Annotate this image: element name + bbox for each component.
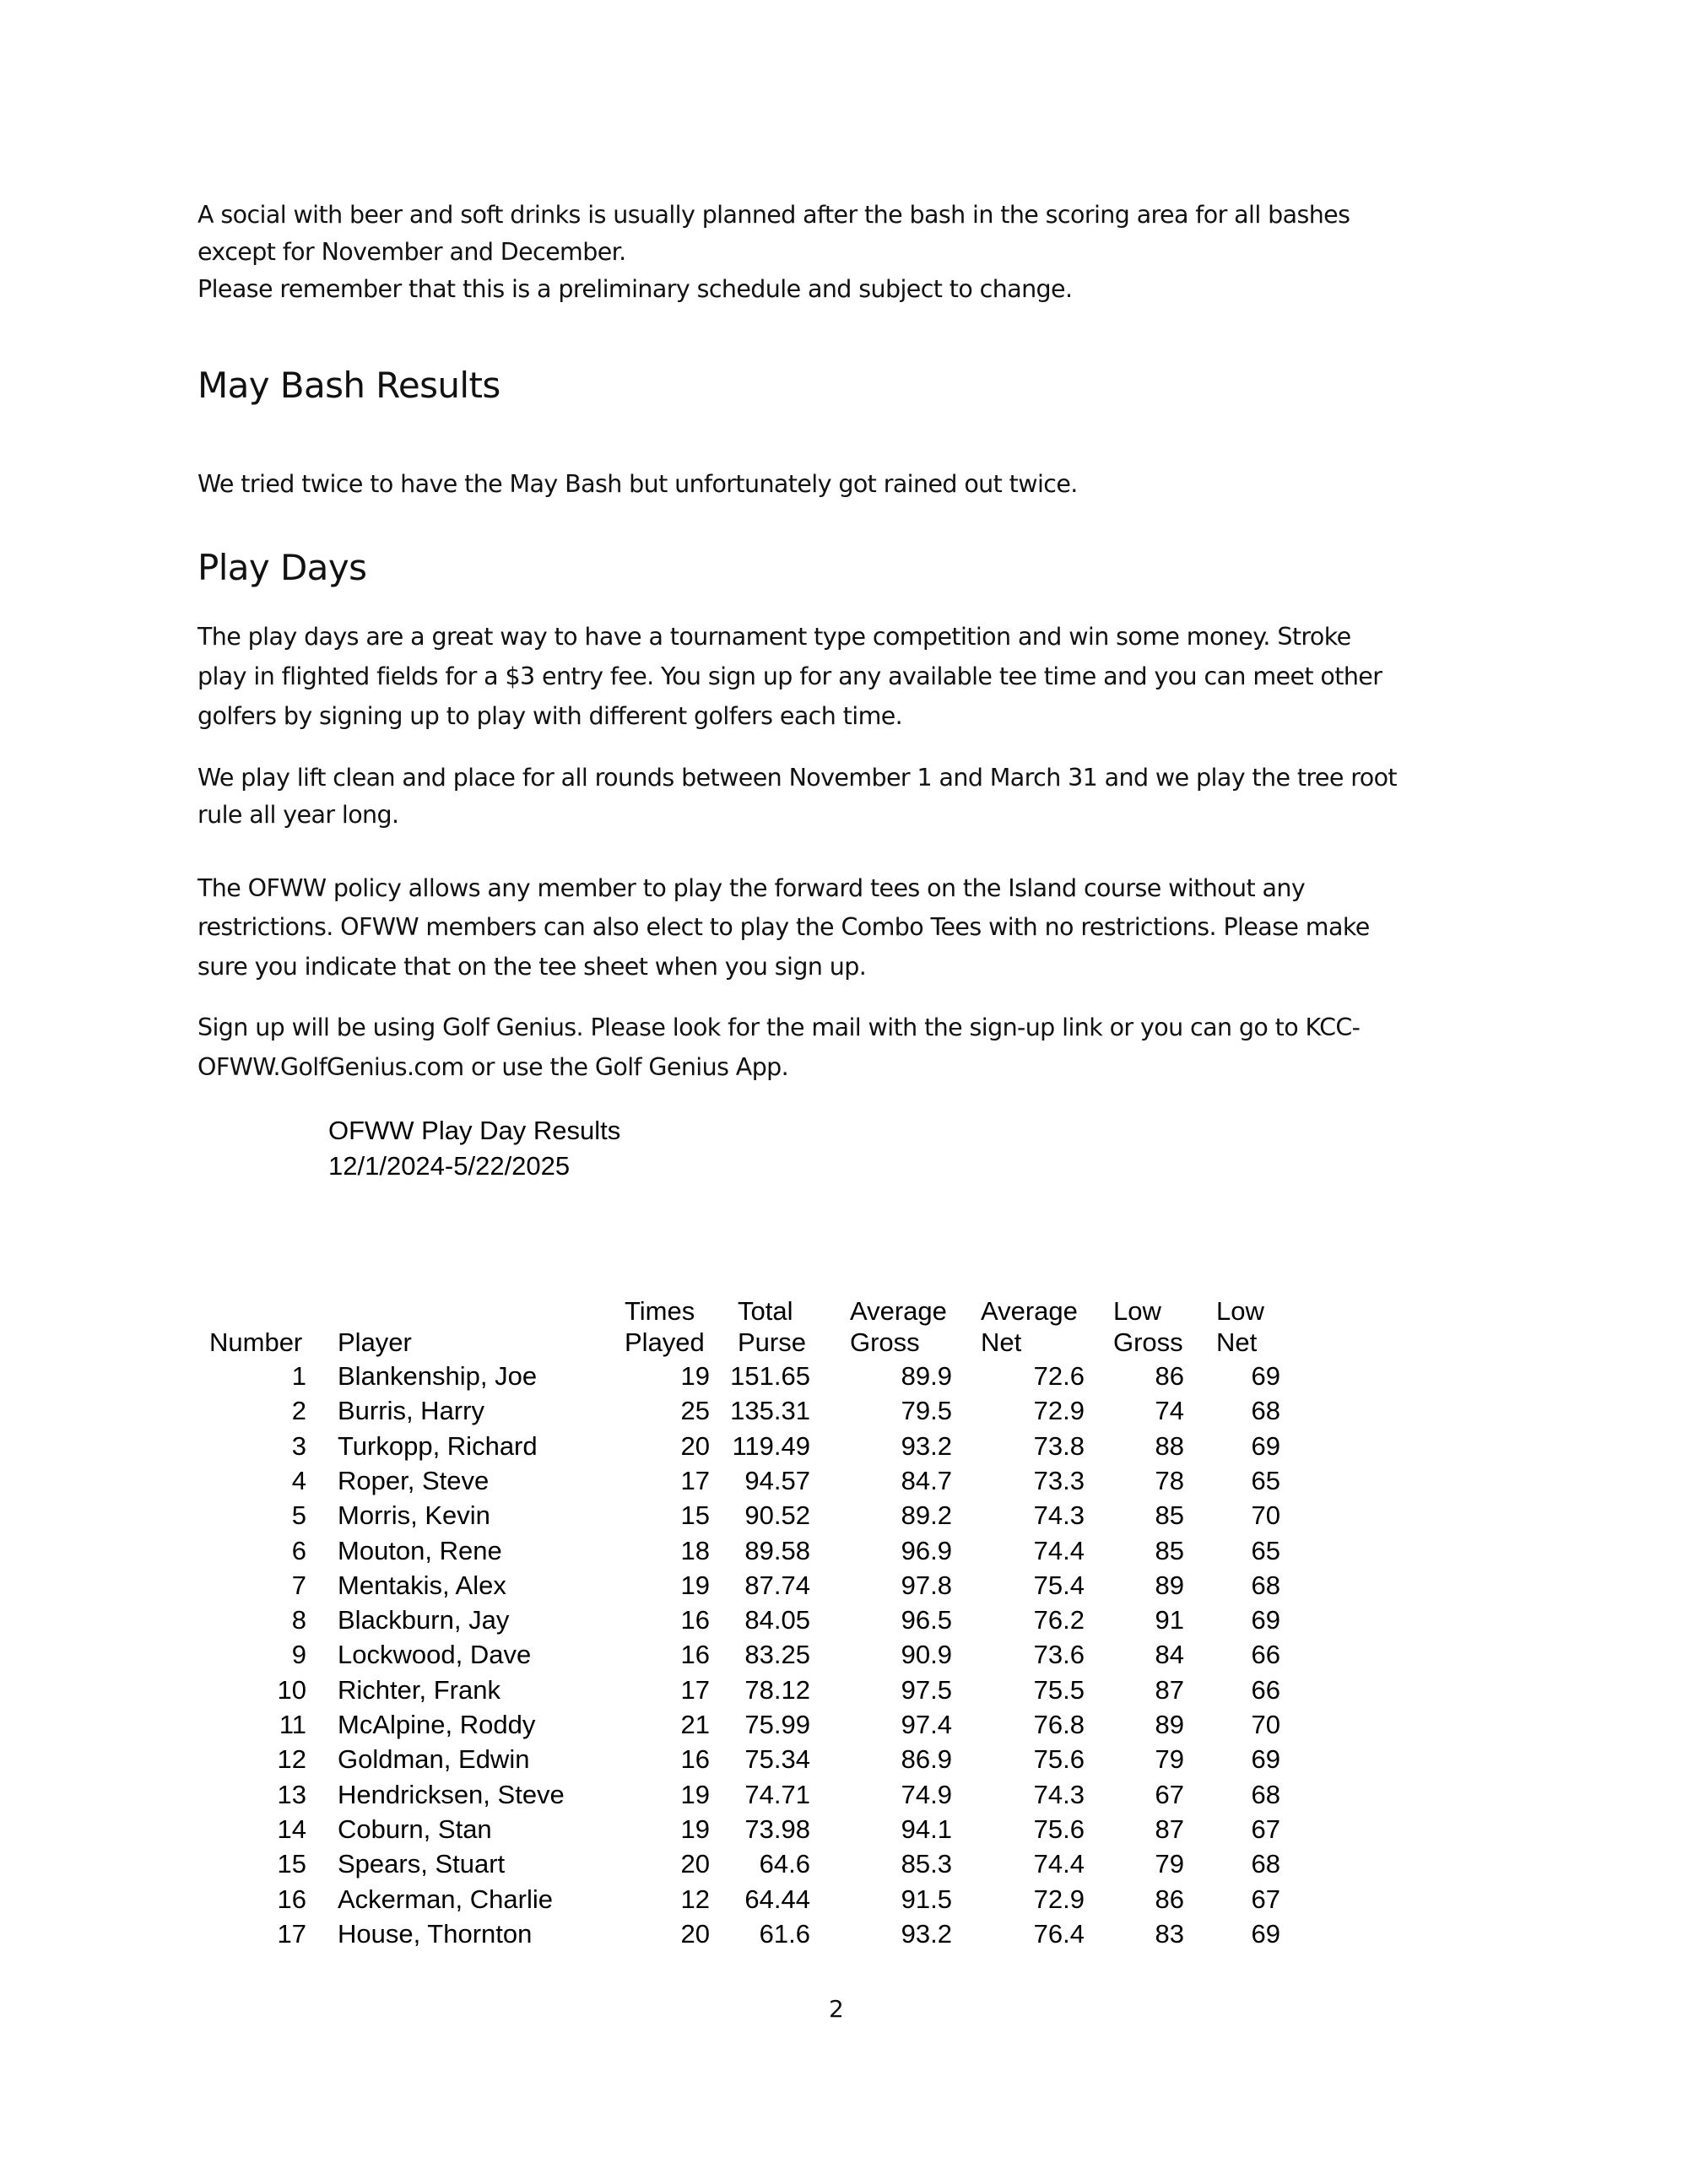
cell-low-net: 69 — [1251, 1605, 1280, 1635]
cell-total-purse: 94.57 — [744, 1465, 810, 1495]
play-days-p1-line1: The play days are a great way to have a tournament type competition and win some money. Stroke — [197, 623, 1351, 651]
cell-total-purse: 75.34 — [744, 1744, 810, 1775]
cell-average-net: 73.3 — [1033, 1465, 1085, 1495]
cell-low-gross: 89 — [1155, 1570, 1184, 1600]
play-days-p4-line1: Sign up will be using Golf Genius. Please look for the mail with the sign-up link or you can go to KCC- — [197, 1014, 1361, 1041]
cell-average-gross: 96.9 — [901, 1535, 952, 1565]
cell-low-gross: 83 — [1155, 1918, 1184, 1949]
cell-times-played: 20 — [680, 1918, 710, 1949]
cell-total-purse: 74.71 — [744, 1779, 810, 1809]
cell-total-purse: 119.49 — [732, 1430, 810, 1461]
cell-player: Ackerman, Charlie — [338, 1884, 553, 1914]
cell-player: Coburn, Stan — [338, 1814, 492, 1844]
cell-times-played: 25 — [680, 1396, 710, 1426]
cell-average-net: 76.8 — [1033, 1710, 1085, 1739]
cell-low-net: 69 — [1251, 1430, 1280, 1461]
header-low-gross-1: Low — [1113, 1296, 1161, 1326]
results-table-title: OFWW Play Day Results — [328, 1116, 621, 1145]
cell-times-played: 18 — [680, 1535, 710, 1565]
header-number: Number — [209, 1327, 303, 1357]
cell-times-played: 20 — [680, 1430, 710, 1461]
cell-player: Mentakis, Alex — [338, 1570, 506, 1600]
cell-number: 13 — [277, 1779, 306, 1809]
cell-total-purse: 87.74 — [744, 1570, 810, 1600]
cell-average-net: 72.9 — [1033, 1396, 1085, 1426]
cell-number: 11 — [279, 1710, 306, 1739]
play-days-p2-line1: We play lift clean and place for all rounds between November 1 and March 31 and we play the tree root — [197, 764, 1397, 792]
cell-low-gross: 87 — [1155, 1814, 1184, 1844]
cell-number: 1 — [291, 1361, 306, 1391]
cell-average-gross: 86.9 — [901, 1744, 952, 1775]
cell-number: 17 — [277, 1918, 306, 1949]
cell-low-net: 69 — [1251, 1361, 1280, 1391]
cell-times-played: 16 — [680, 1744, 710, 1775]
play-days-p3-line3: sure you indicate that on the tee sheet when you sign up. — [197, 953, 867, 981]
cell-times-played: 16 — [680, 1640, 710, 1670]
header-player: Player — [338, 1327, 412, 1357]
cell-total-purse: 84.05 — [744, 1605, 810, 1635]
cell-number: 15 — [277, 1849, 306, 1879]
cell-low-net: 66 — [1251, 1674, 1280, 1705]
cell-low-net: 68 — [1251, 1570, 1280, 1600]
play-days-p1-line3: golfers by signing up to play with different golfers each time. — [197, 702, 903, 730]
may-bash-text: We tried twice to have the May Bash but unfortunately got rained out twice. — [197, 470, 1078, 498]
cell-number: 3 — [291, 1430, 306, 1461]
header-total: Total — [738, 1296, 793, 1326]
cell-average-gross: 96.5 — [901, 1605, 952, 1635]
cell-average-gross: 90.9 — [901, 1640, 952, 1670]
cell-total-purse: 90.52 — [744, 1500, 810, 1531]
cell-number: 14 — [277, 1814, 306, 1844]
cell-average-gross: 94.1 — [901, 1814, 952, 1844]
cell-average-net: 75.5 — [1033, 1674, 1085, 1705]
cell-player: Turkopp, Richard — [338, 1430, 538, 1461]
cell-number: 12 — [277, 1744, 306, 1775]
play-days-heading: Play Days — [197, 547, 367, 588]
cell-average-gross: 91.5 — [901, 1884, 952, 1914]
cell-average-gross: 93.2 — [901, 1430, 952, 1461]
cell-times-played: 17 — [680, 1465, 710, 1495]
cell-average-net: 73.6 — [1033, 1640, 1085, 1670]
header-low-net-1: Low — [1216, 1296, 1264, 1326]
cell-player: Morris, Kevin — [338, 1500, 490, 1531]
cell-low-gross: 67 — [1155, 1779, 1184, 1809]
cell-total-purse: 75.99 — [744, 1710, 810, 1739]
cell-player: Spears, Stuart — [338, 1849, 506, 1879]
cell-low-net: 68 — [1251, 1779, 1280, 1809]
results-table-date-range: 12/1/2024-5/22/2025 — [328, 1151, 571, 1181]
cell-average-net: 75.6 — [1033, 1744, 1085, 1775]
page-number: 2 — [829, 1995, 844, 2023]
cell-number: 5 — [291, 1500, 306, 1531]
header-average-gross-1: Average — [850, 1296, 947, 1326]
cell-low-net: 69 — [1251, 1918, 1280, 1949]
cell-average-gross: 89.2 — [901, 1500, 952, 1531]
header-purse: Purse — [738, 1327, 806, 1357]
cell-total-purse: 64.6 — [759, 1849, 810, 1879]
cell-times-played: 12 — [680, 1884, 710, 1914]
cell-number: 7 — [291, 1570, 306, 1600]
play-days-p1-line2: play in flighted fields for a $3 entry fee. You sign up for any available tee time and you can meet other — [197, 662, 1382, 690]
cell-number: 2 — [291, 1396, 306, 1426]
cell-low-net: 68 — [1251, 1396, 1280, 1426]
cell-average-net: 74.3 — [1033, 1779, 1085, 1809]
cell-average-gross: 97.8 — [901, 1570, 952, 1600]
cell-average-net: 74.4 — [1033, 1849, 1085, 1879]
header-low-gross-2: Gross — [1113, 1327, 1183, 1357]
cell-total-purse: 73.98 — [744, 1814, 810, 1844]
cell-average-net: 74.3 — [1033, 1500, 1085, 1531]
intro-line-2: except for November and December. — [197, 238, 626, 266]
cell-average-net: 76.4 — [1033, 1918, 1085, 1949]
cell-average-gross: 85.3 — [901, 1849, 952, 1879]
cell-low-net: 68 — [1251, 1849, 1280, 1879]
cell-average-net: 72.6 — [1033, 1361, 1085, 1391]
play-days-p2-line2: rule all year long. — [197, 801, 399, 829]
cell-low-net: 67 — [1251, 1814, 1280, 1844]
cell-player: McAlpine, Roddy — [338, 1710, 536, 1739]
cell-average-net: 76.2 — [1033, 1605, 1085, 1635]
cell-times-played: 15 — [680, 1500, 710, 1531]
cell-average-gross: 89.9 — [901, 1361, 952, 1391]
cell-low-gross: 88 — [1155, 1430, 1184, 1461]
intro-line-1: A social with beer and soft drinks is usually planned after the bash in the scoring area for all bashes — [197, 201, 1350, 229]
cell-total-purse: 135.31 — [730, 1396, 810, 1426]
cell-total-purse: 61.6 — [759, 1918, 810, 1949]
cell-total-purse: 89.58 — [744, 1535, 810, 1565]
cell-low-gross: 79 — [1155, 1849, 1184, 1879]
cell-number: 8 — [291, 1605, 306, 1635]
cell-player: Blackburn, Jay — [338, 1605, 510, 1635]
cell-low-gross: 87 — [1155, 1674, 1184, 1705]
header-average-net-1: Average — [981, 1296, 1078, 1326]
header-played: Played — [625, 1327, 705, 1357]
cell-average-gross: 79.5 — [901, 1396, 952, 1426]
cell-average-net: 75.6 — [1033, 1814, 1085, 1844]
header-times: Times — [625, 1296, 695, 1326]
cell-low-net: 69 — [1251, 1744, 1280, 1775]
cell-average-net: 74.4 — [1033, 1535, 1085, 1565]
cell-number: 4 — [291, 1465, 306, 1495]
cell-low-gross: 89 — [1155, 1710, 1184, 1739]
intro-line-3: Please remember that this is a preliminary schedule and subject to change. — [197, 275, 1073, 303]
cell-times-played: 17 — [680, 1674, 710, 1705]
cell-player: Blankenship, Joe — [338, 1361, 538, 1391]
cell-average-net: 72.9 — [1033, 1884, 1085, 1914]
cell-times-played: 19 — [680, 1814, 710, 1844]
cell-player: House, Thornton — [338, 1918, 533, 1949]
cell-low-gross: 74 — [1155, 1396, 1184, 1426]
cell-low-net: 70 — [1251, 1710, 1280, 1739]
cell-player: Richter, Frank — [338, 1674, 500, 1705]
cell-average-gross: 74.9 — [901, 1779, 952, 1809]
cell-player: Burris, Harry — [338, 1396, 484, 1426]
cell-average-gross: 97.4 — [901, 1710, 952, 1739]
cell-total-purse: 78.12 — [744, 1674, 810, 1705]
play-days-p4-line2: OFWW.GolfGenius.com or use the Golf Genius App. — [197, 1053, 789, 1081]
cell-low-gross: 86 — [1155, 1884, 1184, 1914]
play-days-p3-line1: The OFWW policy allows any member to play the forward tees on the Island course without any — [197, 874, 1306, 902]
cell-low-net: 65 — [1251, 1465, 1280, 1495]
cell-player: Hendricksen, Steve — [338, 1779, 565, 1809]
cell-low-gross: 85 — [1155, 1535, 1184, 1565]
play-days-p3-line2: restrictions. OFWW members can also elect to play the Combo Tees with no restrictions. Please make — [197, 913, 1370, 941]
cell-number: 16 — [277, 1884, 306, 1914]
cell-low-gross: 79 — [1155, 1744, 1184, 1775]
cell-number: 10 — [277, 1674, 306, 1705]
cell-low-gross: 86 — [1155, 1361, 1184, 1391]
may-bash-heading: May Bash Results — [197, 365, 500, 406]
cell-player: Goldman, Edwin — [338, 1744, 530, 1775]
cell-low-gross: 84 — [1155, 1640, 1184, 1670]
cell-times-played: 16 — [680, 1605, 710, 1635]
cell-average-gross: 93.2 — [901, 1918, 952, 1949]
cell-number: 9 — [291, 1640, 306, 1670]
cell-low-net: 70 — [1251, 1500, 1280, 1531]
cell-times-played: 20 — [680, 1849, 710, 1879]
cell-total-purse: 151.65 — [730, 1361, 810, 1391]
cell-times-played: 19 — [680, 1361, 710, 1391]
cell-player: Roper, Steve — [338, 1465, 490, 1495]
cell-total-purse: 64.44 — [744, 1884, 810, 1914]
cell-low-net: 65 — [1251, 1535, 1280, 1565]
cell-low-gross: 91 — [1155, 1605, 1184, 1635]
cell-low-gross: 78 — [1155, 1465, 1184, 1495]
cell-number: 6 — [291, 1535, 306, 1565]
header-average-gross-2: Gross — [850, 1327, 920, 1357]
header-average-net-2: Net — [981, 1327, 1022, 1357]
header-low-net-2: Net — [1216, 1327, 1258, 1357]
cell-times-played: 19 — [680, 1570, 710, 1600]
cell-player: Lockwood, Dave — [338, 1640, 532, 1670]
cell-times-played: 19 — [680, 1779, 710, 1809]
cell-low-net: 67 — [1251, 1884, 1280, 1914]
cell-average-gross: 97.5 — [901, 1674, 952, 1705]
cell-total-purse: 83.25 — [744, 1640, 810, 1670]
cell-average-gross: 84.7 — [901, 1465, 952, 1495]
cell-times-played: 21 — [680, 1710, 710, 1739]
cell-low-gross: 85 — [1155, 1500, 1184, 1531]
cell-average-net: 73.8 — [1033, 1430, 1085, 1461]
cell-low-net: 66 — [1251, 1640, 1280, 1670]
cell-player: Mouton, Rene — [338, 1535, 502, 1565]
cell-average-net: 75.4 — [1033, 1570, 1085, 1600]
